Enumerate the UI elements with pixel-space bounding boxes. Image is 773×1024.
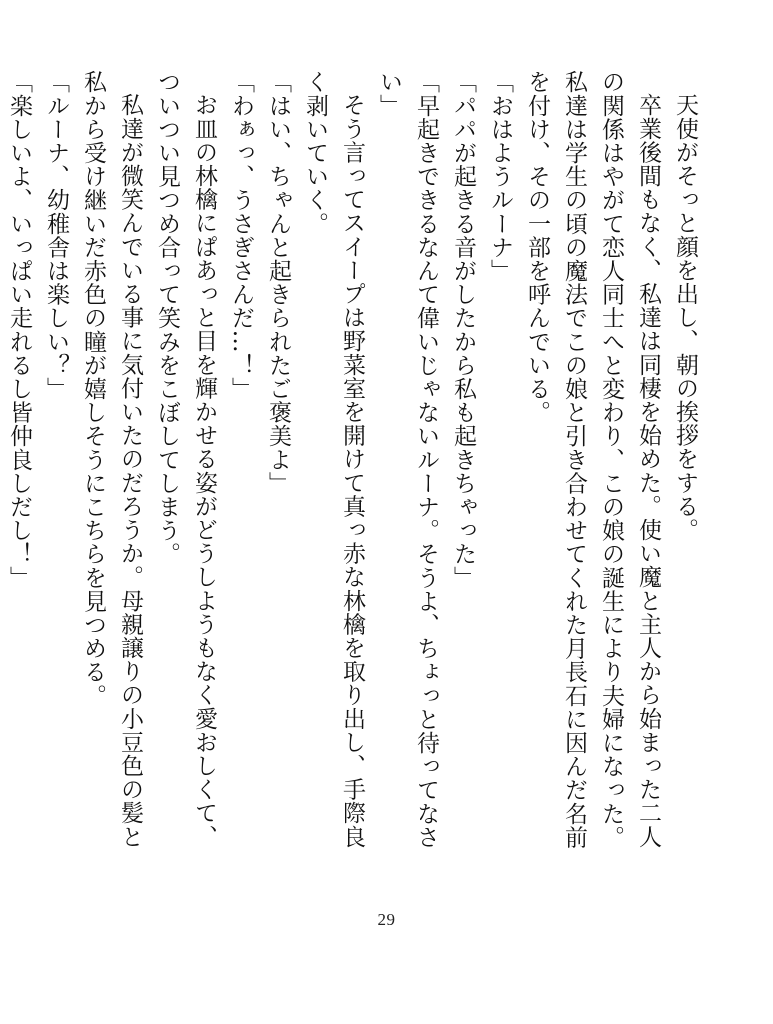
paragraph-2: 卒業後間もなく、私達は同棲を始めた。使い魔と主人から始まった二人の関係はやがて恋人同士へと変わり、この娘の誕生により夫婦になった。私達は学生の頃の魔法でこの娘と引き合わせてくれた月長石に因んだ名前を付け、その一部を呼んでいる。 xyxy=(524,70,661,849)
dialogue-1: 「おはようルーナ」 xyxy=(487,70,513,283)
paragraph-1: 天使がそっと顔を出し、朝の挨拶をする。 xyxy=(672,93,698,542)
dialogue-3: 「早起きできるなんて偉いじゃないルーナ。そうよ、ちょっと待ってなさい」 xyxy=(376,70,439,849)
dialogue-2: 「パパが起きる音がしたから私も起きちゃった」 xyxy=(450,70,476,590)
dialogue-4: 「はい、ちゃんと起きられたご褒美よ」 xyxy=(265,70,291,495)
page-number: 29 xyxy=(377,910,396,929)
dialogue-7: 「楽しいよ、いっぱい走れるし皆仲良しだし！」 xyxy=(6,70,32,590)
dialogue-6: 「ルーナ、幼稚舎は楽しい？」 xyxy=(43,70,69,401)
paragraph-5: 私達が微笑んでいる事に気付いたのだろうか。母親譲りの小豆色の髪と私から受け継いだ赤色の瞳が嬉しそうにこちらを見つめる。 xyxy=(80,70,143,849)
paragraph-3: そう言ってスイープは野菜室を開けて真っ赤な林檎を取り出し、手際良く剥いていく。 xyxy=(302,70,365,849)
paragraph-4: お皿の林檎にぱあっと目を輝かせる姿がどうしようもなく愛おしくて、ついつい見つめ合って笑みをこぼしてしまう。 xyxy=(154,70,217,849)
dialogue-5: 「わぁっ、うさぎさんだ…！」 xyxy=(228,70,254,401)
vertical-text-body xyxy=(6,70,703,870)
